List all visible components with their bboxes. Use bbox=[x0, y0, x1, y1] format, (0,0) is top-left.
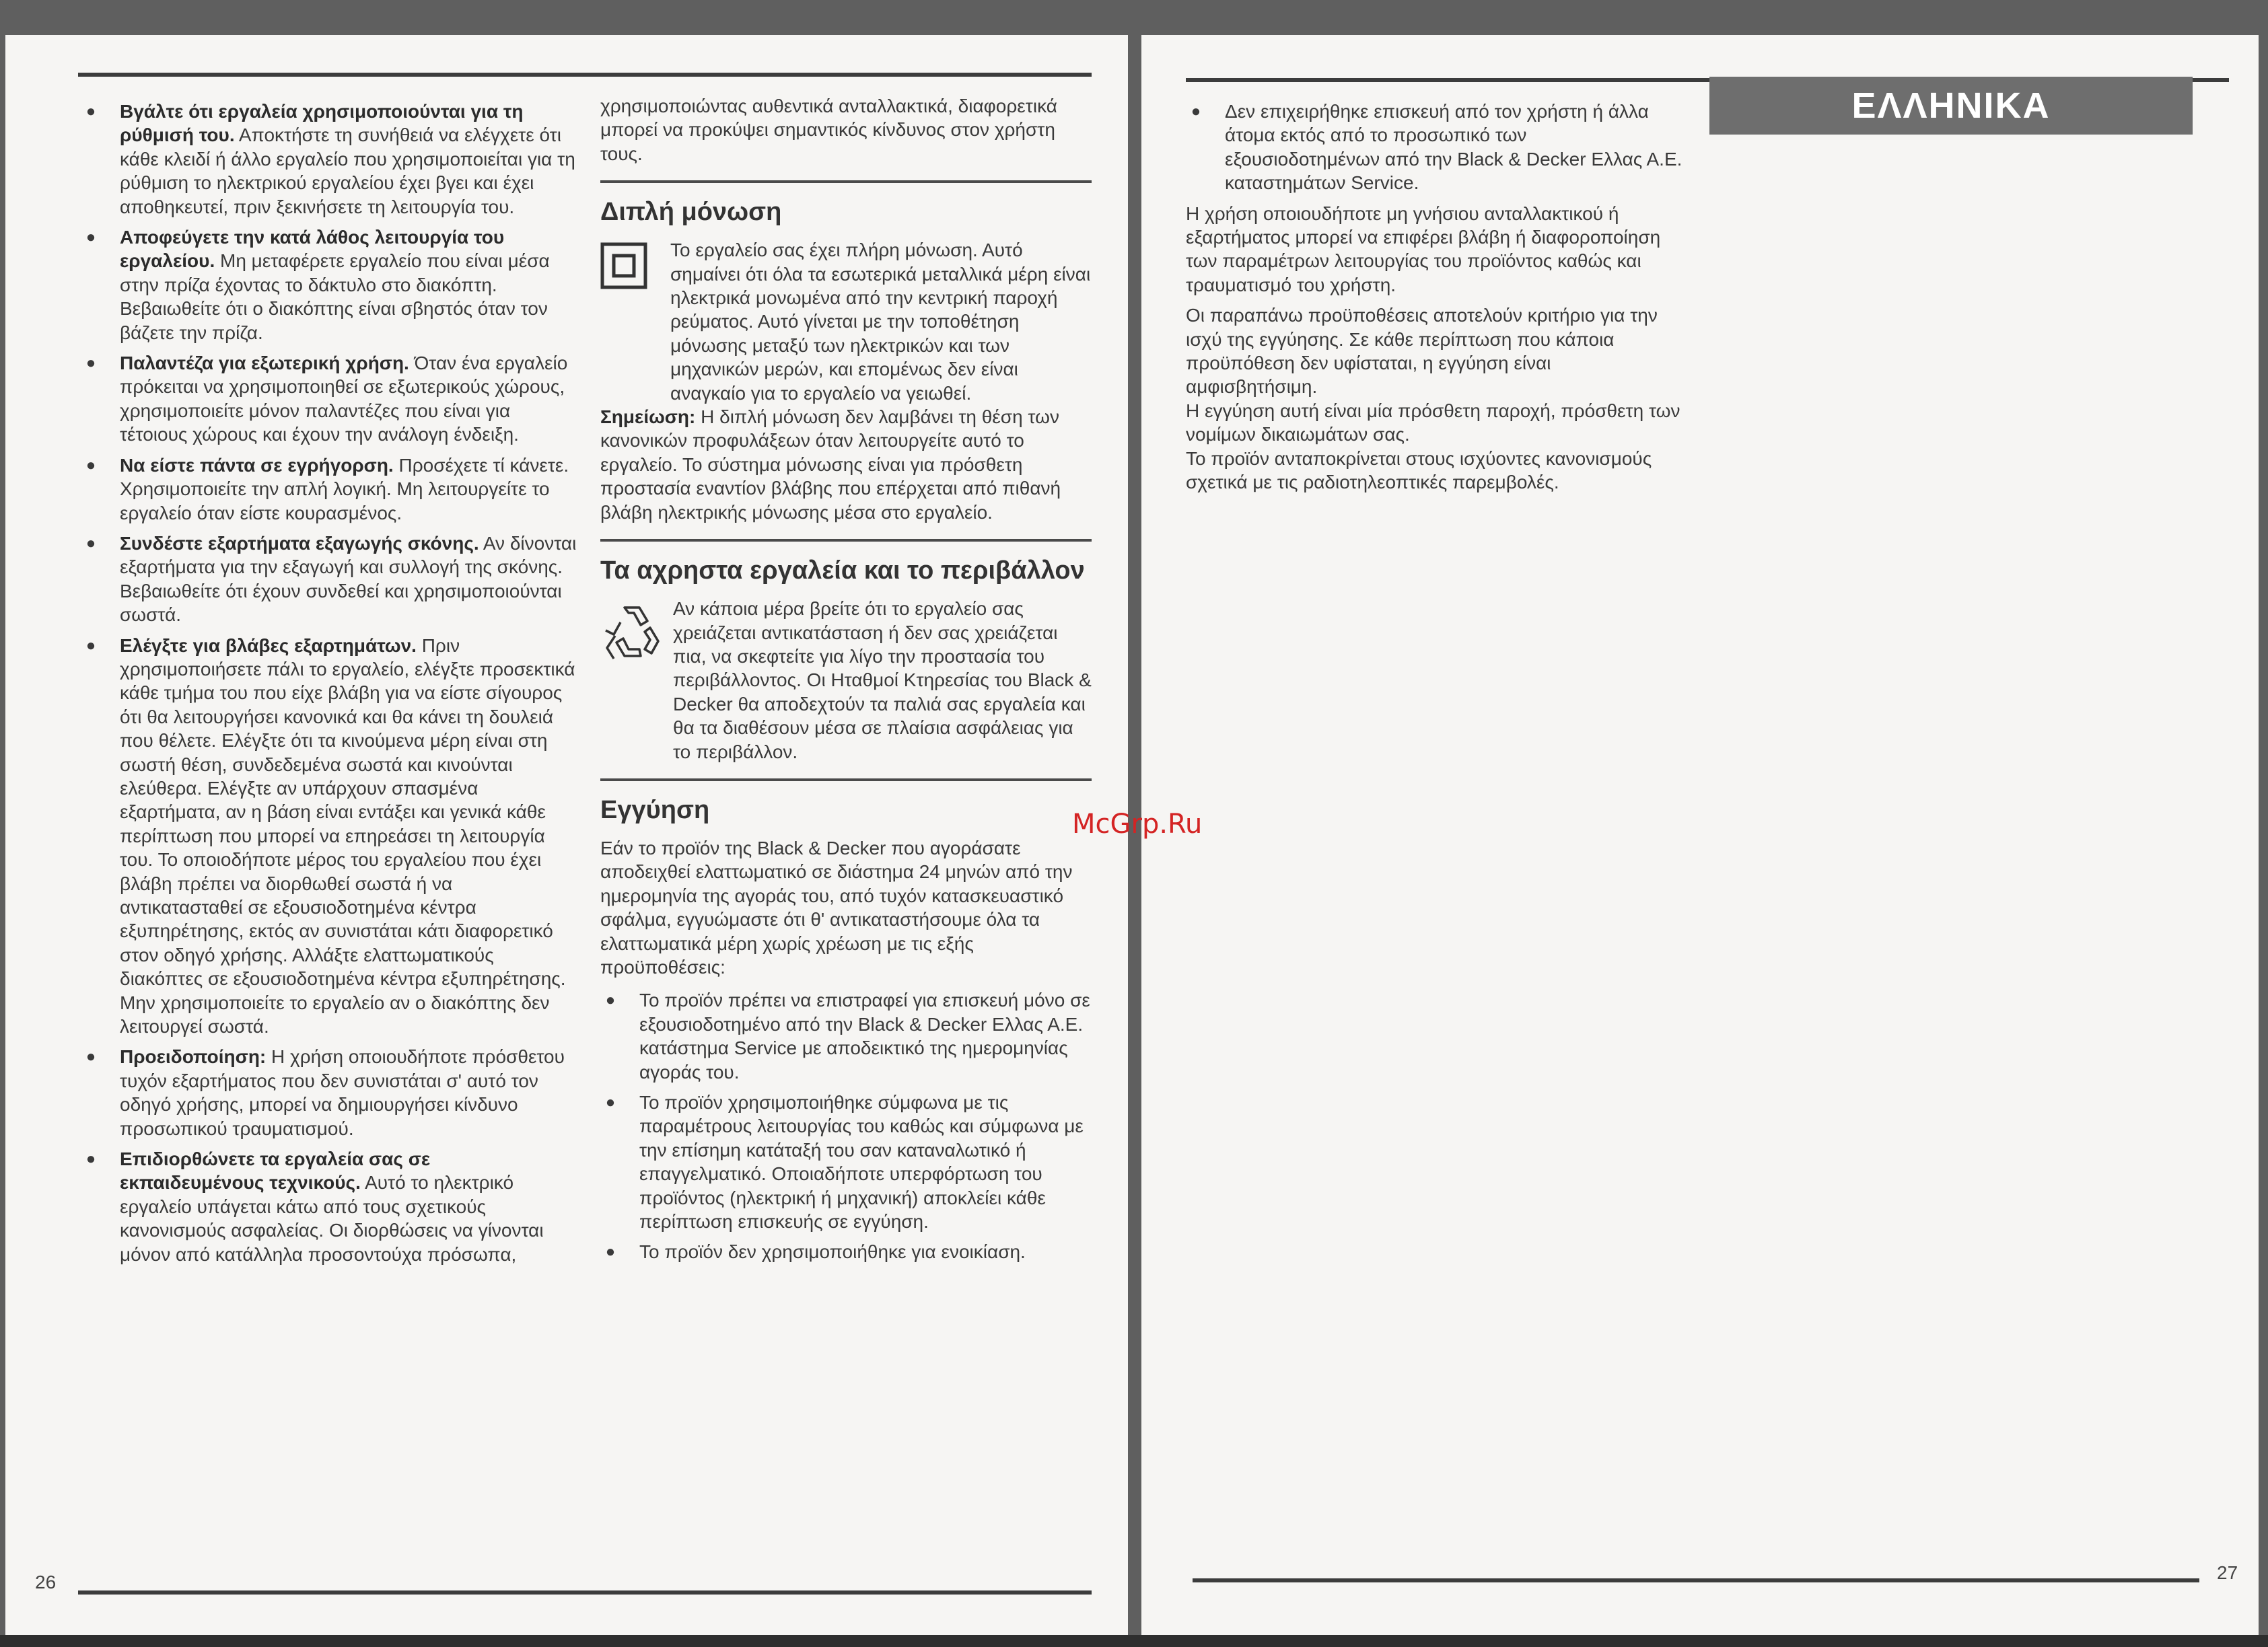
bullet-icon: ● bbox=[85, 1048, 96, 1066]
warranty-title: Εγγύηση bbox=[600, 795, 710, 824]
page-number: 27 bbox=[2217, 1562, 2238, 1583]
bottom-rule bbox=[1193, 1578, 2199, 1582]
double-insulation-icon bbox=[600, 242, 647, 295]
continuation-text: χρησιμοποιώντας αυθεντικά ανταλλακτικά, διαφορετικά μπορεί να προκύψει σημαντικός κίνδυνος στον χρήστη τους. bbox=[600, 96, 1057, 164]
bullet-icon: ● bbox=[85, 1150, 96, 1169]
list-item: ● Ελέγξτε για βλάβες εξαρτημάτων. Πριν χρησιμοποιήσετε πάλι το εργαλείο, ελέγξτε προσεκτικά κάθε τμήμα του που είχε βλάβη για να είστε σίγουρος ότι θα λειτουργήσει κανονικά και θα κάνει τη δουλειά που θέλετε. Ελέγξτε ότι τα κινούμενα μέρη είναι στη σωστή θέση, συνδεδεμένα σωστά και κινούνται ελεύθερα. Ελέγξτε αν υπάρχουν σπασμένα εξαρτήματα, αν η βάση είναι εντάξει και γενικά κάθε περίπτωση που μπορεί να επηρεάσει τη λειτουργία του. Το οποιοδήποτε μέρος του εργαλείου που έχει βλάβη πρέπει να διορθωθεί σωστά ή να αντικατασταθεί σε εξουσιοδοτημένα κέντρα εξυπηρέτησης, εκτός αν συνιστάται κάτι διαφορετικό στον οδηγό χρήσης. Αλλάξτε ελαττωματικούς διακόπτες σε εξουσιοδοτημένα κέντρα εξυπηρέτησης. Μην χρησιμοποιείτε το εργαλείο αν ο διακόπτης δεν λειτουργεί σωστά. bbox=[81, 634, 579, 1039]
bullet-icon: ● bbox=[605, 1243, 616, 1261]
list-item: ● Βγάλτε ότι εργαλεία χρησιμοποιούνται για τη ρύθμισή του. Αποκτήστε τη συνήθειά να ελέγχετε ότι κάθε κλειδί ή άλλο εργαλείο που χρησιμοποιείται για τη ρύθμιση το ηλεκτρικού εργαλείου έχει βγει και έχει αποθηκευτεί, πριν ξεκινήσετε τη λειτουργία του. bbox=[81, 100, 579, 219]
list-item: ● Το προϊόν πρέπει να επιστραφεί για επισκευή μόνο σε εξουσιοδοτημένο από την Black & Decker Ελλας Α.Ε. κατάστημα Service με αποδεικτικό της ημερομηνίας αγοράς του. bbox=[600, 988, 1092, 1084]
right-page bbox=[1141, 35, 2259, 1636]
list-item: ● Αποφεύγετε την κατά λάθος λειτουργία του εργαλείου. Μη μεταφέρετε εργαλείο που είναι μέσα στην πρίζα έχοντας το δάκτυλο στο διακόπτη. Βεβαιωθείτε ότι ο διακόπτης είναι σβηστός όταν τον βάζετε την πρίζα. bbox=[81, 225, 579, 344]
paragraph: Η χρήση οποιουδήποτε μη γνήσιου ανταλλακτικού ή εξαρτήματος μπορεί να επιφέρει βλάβη ή διαφοροποίηση των παραμέτρων λειτουργίας του προϊόντος καθώς και τραυματισμό του χρήστη. bbox=[1186, 203, 1661, 295]
page-number: 26 bbox=[35, 1572, 57, 1593]
double-insulation-text: Το εργαλείο σας έχει πλήρη μόνωση. Αυτό σημαίνει ότι όλα τα εσωτερικά μεταλλικά μέρη είναι ηλεκτρικά μονωμένα από την κεντρική παροχή ρεύματος. Αυτό γίνεται με την τοποθέτηση μόνωσης μεταξύ των ηλεκτρικών και των μηχανικών μερών, και επομένως δεν είναι αναγκαίο για το εργαλείο να γειωθεί. bbox=[670, 240, 1091, 404]
bullet-icon: ● bbox=[85, 534, 96, 552]
right-column bbox=[600, 94, 1092, 1271]
bullet-icon: ● bbox=[605, 991, 616, 1010]
paragraph: Το προϊόν ανταποκρίνεται στους ισχύοντες κανονισμούς σχετικά με τις ραδιοτηλεοπτικές παρεμβολές. bbox=[1186, 447, 1652, 493]
section-divider bbox=[600, 180, 1092, 183]
environment-block bbox=[600, 597, 1092, 764]
warranty-intro: Εάν το προϊόν της Black & Decker που αγοράσατε αποδειχθεί ελαττωματικό σε διάστημα 24 μηνών από την ημερομηνία της αγοράς του, από τυχόν κατασκευαστικό σφάλμα, εγγυώμαστε ότι θ' αντικαταστήσουμε όλα τα ελαττωματικά μέρη χωρίς χρέωση με τις εξής προϋποθέσεις: bbox=[600, 837, 1073, 978]
list-item: ● Να είστε πάντα σε εγρήγορση. Προσέχετε τί κάνετε. Χρησιμοποιείτε την απλή λογική. Μη λειτουργείτε το εργαλείο όταν είστε κουρασμένος. bbox=[81, 453, 579, 525]
list-item: ● Δεν επιχειρήθηκε επισκευή από τον χρήστη ή άλλα άτομα εκτός από το προσωπικό των εξουσιοδοτημένων από την Black & Decker Ελλας Α.Ε. καταστημάτων Service. bbox=[1186, 100, 1684, 195]
environment-title: Τα αχρηστα εργαλεία και το περιβάλλον bbox=[600, 556, 1085, 585]
bullet-icon: ● bbox=[85, 455, 96, 474]
left-page bbox=[5, 35, 1128, 1636]
bullet-icon: ● bbox=[605, 1093, 616, 1111]
top-rule bbox=[78, 73, 1092, 77]
double-insulation-note: Σημείωση: Η διπλή μόνωση δεν λαμβάνει τη θέση των κανονικών προφυλάξεων όταν λειτουργείτε αυτό το εργαλείο. Το σύστημα μόνωσης είναι για πρόσθετη προστασία εναντίον βλάβης που επέρχεται από πιθανή βλάβη ηλεκτρικής μόνωσης μέσα στο εργαλείο. bbox=[600, 406, 1061, 523]
double-insulation-title: Διπλή μόνωση bbox=[600, 198, 782, 227]
bullet-icon: ● bbox=[85, 636, 96, 655]
bullet-icon: ● bbox=[85, 354, 96, 373]
paragraph: Οι παραπάνω προϋποθέσεις αποτελούν κριτήριο για την ισχύ της εγγύησης. Σε κάθε περίπτωση που κάποια προϋπόθεση δεν υφίσταται, η εγγύηση είναι αμφισβητήσιμη. bbox=[1186, 305, 1658, 398]
bullet-icon: ● bbox=[85, 228, 96, 247]
double-insulation-block bbox=[600, 238, 1092, 405]
section-divider bbox=[600, 539, 1092, 542]
paragraph: Η εγγύηση αυτή είναι μία πρόσθετη παροχή, πρόσθετη των νομίμων δικαιωμάτων σας. bbox=[1186, 400, 1680, 445]
safety-list bbox=[81, 100, 579, 1266]
section-divider bbox=[600, 778, 1092, 781]
list-item: ● Το προϊόν δεν χρησιμοποιήθηκε για ενοικίαση. bbox=[600, 1240, 1092, 1264]
right-page-column bbox=[1186, 100, 1684, 501]
warranty-conditions bbox=[600, 988, 1092, 1264]
bottom-rule bbox=[78, 1590, 1092, 1595]
list-item: ● Επιδιορθώνετε τα εργαλεία σας σε εκπαιδευμένους τεχνικούς. Αυτό το ηλεκτρικό εργαλείο υπάγεται κάτω από τους σχετικούς κανονισμούς ασφαλείας. Οι διορθώσεις να γίνονται μόνον από κατάλληλα προσοντούχα πρόσωπα, bbox=[81, 1147, 579, 1266]
bullet-icon: ● bbox=[85, 102, 96, 120]
list-item: ● Το προϊόν χρησιμοποιήθηκε σύμφωνα με τις παραμέτρους λειτουργίας του καθώς και σύμφωνα με την επίσημη κατάταξή του σαν καταναλωτικό ή επαγγελματικό. Οποιαδήποτε υπερφόρτωση του προϊόντος (ηλεκτρική ή μηχανική) αποκλείει κάθε περίπτωση επισκευής σε εγγύηση. bbox=[600, 1091, 1092, 1233]
watermark-text: McGrp.Ru bbox=[1072, 809, 1203, 840]
language-badge: ΕΛΛΗΝΙΚΑ bbox=[1709, 77, 2193, 135]
scan-edge bbox=[0, 1635, 2268, 1647]
list-item: ● Παλαντέζα για εξωτερική χρήση. Όταν ένα εργαλείο πρόκειται να χρησιμοποιηθεί σε εξωτερικούς χώρους, χρησιμοποιείτε μόνον παλαντέζες που είναι για τέτοιους χώρους και έχουν την ανάλογη ένδειξη. bbox=[81, 351, 579, 447]
list-item: ● Προειδοποίηση: Η χρήση οποιουδήποτε πρόσθετου τυχόν εξαρτήματος που δεν συνιστάται σ' αυτό τον οδηγό χρήσης, μπορεί να δημιουργήσει κίνδυνο προσωπικού τραυματισμού. bbox=[81, 1045, 579, 1140]
recycle-icon bbox=[600, 601, 665, 668]
bullet-icon: ● bbox=[1191, 102, 1201, 120]
list-item: ● Συνδέστε εξαρτήματα εξαγωγής σκόνης. Αν δίνονται εξαρτήματα για την εξαγωγή και συλλογή της σκόνης. Βεβαιωθείτε ότι έχουν συνδεθεί και χρησιμοποιούνται σωστά. bbox=[81, 532, 579, 627]
warranty-conditions-continued bbox=[1186, 100, 1684, 195]
environment-text: Αν κάποια μέρα βρείτε ότι το εργαλείο σας χρειάζεται αντικατάσταση ή δεν σας χρειάζεται πια, να σκεφτείτε για λίγο την προστασία του περιβάλλοντος. Οι Ηταθμοί Κτηρεσίας του Black & Decker θα αποδεχτούν τα παλιά σας εργαλεία και θα τα διαθέσουν μέσα σε πλαίσια ασφάλειας για το περιβάλλον. bbox=[673, 598, 1092, 762]
left-column bbox=[81, 100, 579, 1273]
